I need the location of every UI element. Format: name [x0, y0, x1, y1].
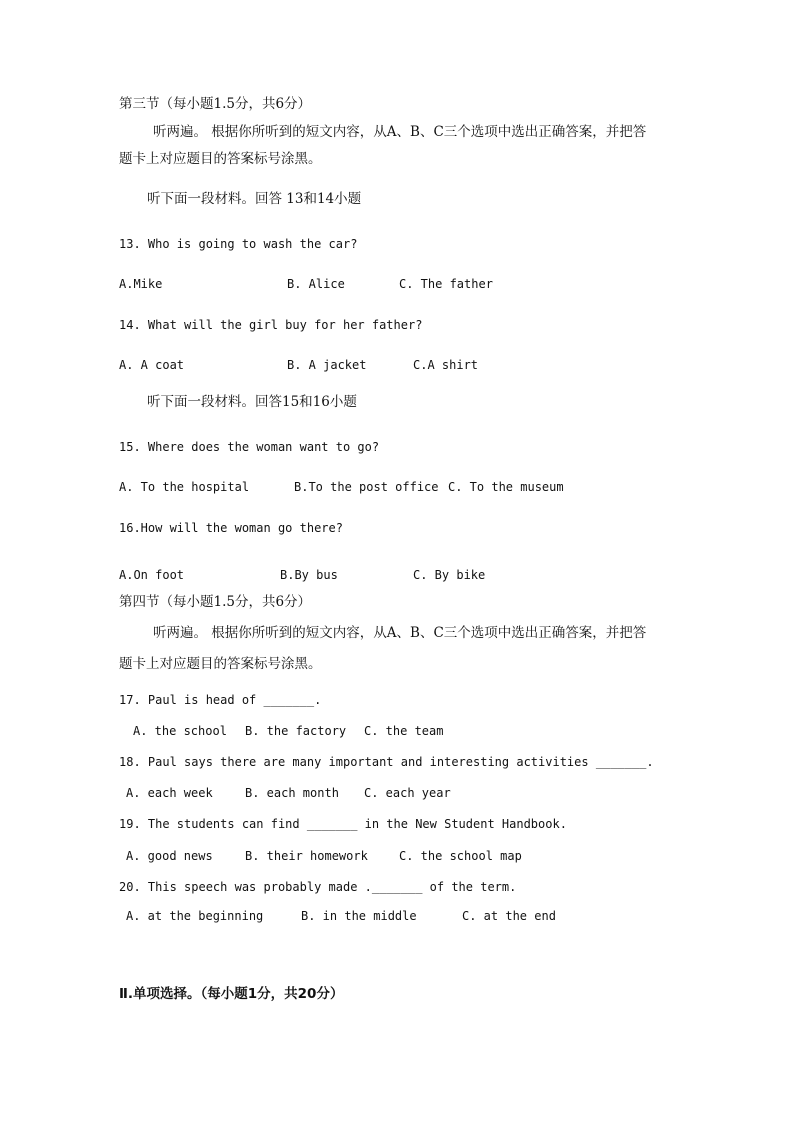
q15-option-c: C. To the museum: [448, 480, 564, 494]
q19-option-c: C. the school map: [399, 849, 522, 863]
question-16: 16.How will the woman go there?: [119, 521, 343, 535]
question-13: 13. Who is going to wash the car?: [119, 237, 358, 251]
q15-option-a: A. To the hospital: [119, 480, 250, 494]
q18-option-a: A. each week: [126, 786, 213, 800]
question-14: 14. What will the girl buy for her father?: [119, 318, 423, 332]
question-17: 17. Paul is head of _______.: [119, 693, 322, 707]
q20-option-c: C. at the end: [462, 909, 556, 923]
q19-option-a: A. good news: [126, 849, 213, 863]
q16-option-c: C. By bike: [413, 568, 486, 582]
material-prompt-13-14: 听下面一段材料。回答 13和14小题: [147, 191, 362, 207]
section4-instruction-cont: 题卡上对应题目的答案标号涂黑。: [119, 656, 322, 672]
part2-heading: Ⅱ.单项选择。（每小题1分，共20分）: [119, 986, 344, 1002]
section4-heading: 第四节（每小题1.5分，共6分）: [119, 594, 312, 610]
q13-option-b: B. Alice: [287, 277, 345, 291]
q20-option-a: A. at the beginning: [126, 909, 264, 923]
q20-option-b: B. in the middle: [301, 909, 417, 923]
q17-option-b: B. the factory: [245, 724, 347, 738]
q13-option-a: A.Mike: [119, 277, 163, 291]
q17-option-a: A. the school: [133, 724, 227, 738]
question-15: 15. Where does the woman want to go?: [119, 440, 380, 454]
q14-option-b: B. A jacket: [287, 358, 367, 372]
q19-option-b: B. their homework: [245, 849, 368, 863]
question-20: 20. This speech was probably made ._______ of the term.: [119, 880, 517, 894]
q14-option-a: A. A coat: [119, 358, 185, 372]
question-18: 18. Paul says there are many important and interesting activities _______.: [119, 755, 654, 769]
q17-option-c: C. the team: [364, 724, 444, 738]
section3-instruction-cont: 题卡上对应题目的答案标号涂黑。: [119, 151, 322, 167]
q14-option-c: C.A shirt: [413, 358, 479, 372]
section4-instruction: 听两遍。 根据你所听到的短文内容，从A、B、C三个选项中选出正确答案，并把答: [153, 625, 647, 641]
question-19: 19. The students can find _______ in the New Student Handbook.: [119, 817, 567, 831]
q15-option-b: B.To the post office: [294, 480, 439, 494]
q18-option-c: C. each year: [364, 786, 451, 800]
q16-option-a: A.On foot: [119, 568, 185, 582]
q18-option-b: B. each month: [245, 786, 339, 800]
material-prompt-15-16: 听下面一段材料。回答15和16小题: [147, 394, 357, 410]
q16-option-b: B.By bus: [280, 568, 338, 582]
q13-option-c: C. The father: [399, 277, 493, 291]
section3-heading: 第三节（每小题1.5分，共6分）: [119, 96, 312, 112]
section3-instruction: 听两遍。 根据你所听到的短文内容，从A、B、C三个选项中选出正确答案，并把答: [153, 124, 647, 140]
